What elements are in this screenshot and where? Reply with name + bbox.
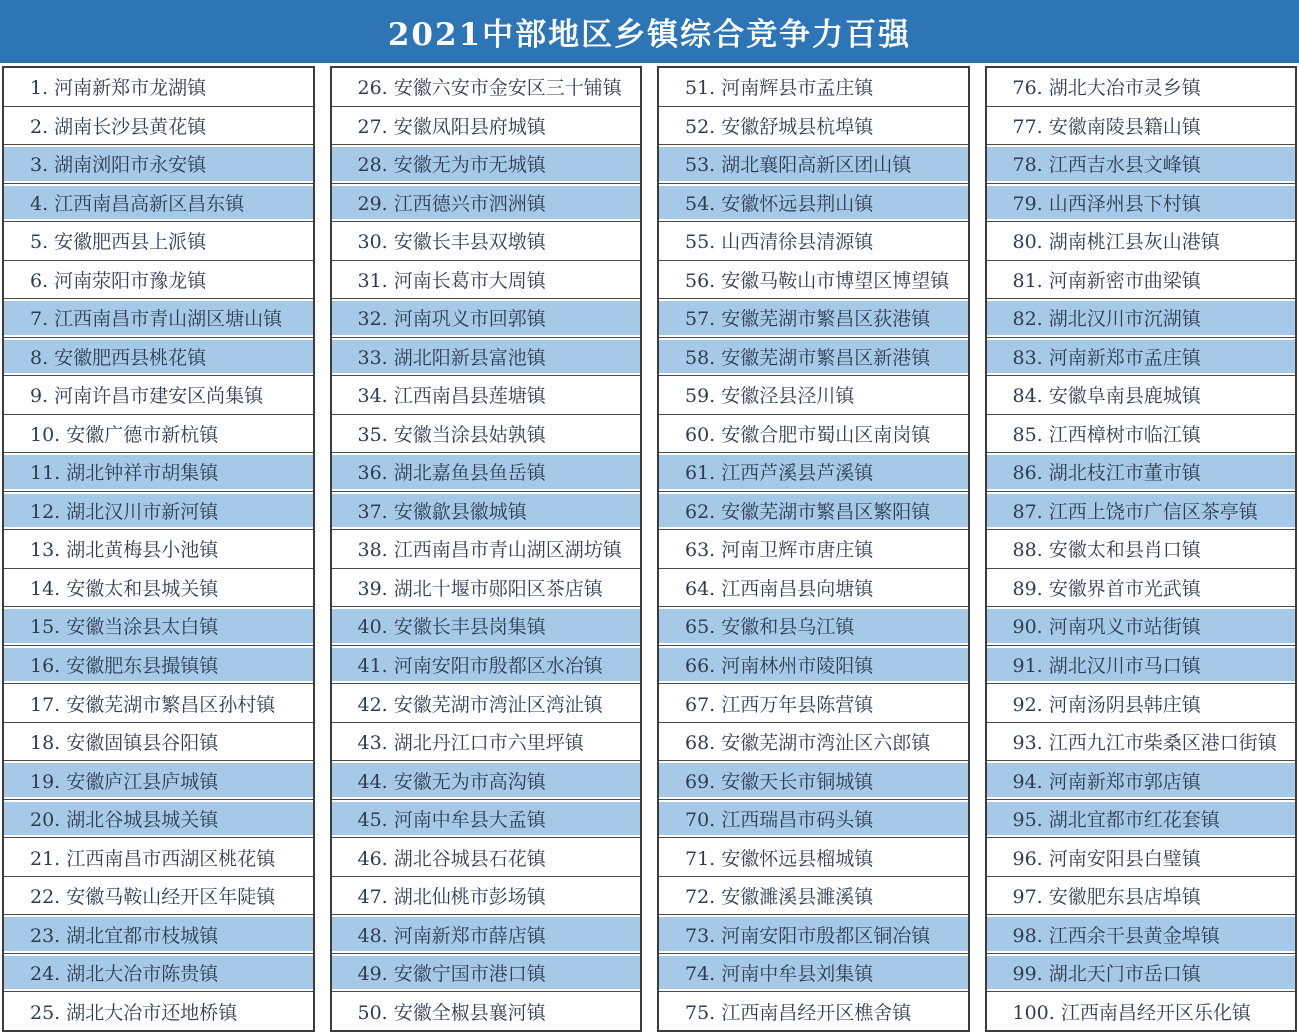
list-item: 39. 湖北十堰市郧阳区茶店镇 <box>332 569 641 608</box>
list-item: 87. 江西上饶市广信区茶亭镇 <box>987 492 1296 531</box>
list-item: 44. 安徽无为市高沟镇 <box>332 761 641 800</box>
list-item: 61. 江西芦溪县芦溪镇 <box>659 453 968 492</box>
list-item: 15. 安徽当涂县太白镇 <box>4 607 313 646</box>
list-item: 64. 江西南昌县向塘镇 <box>659 569 968 608</box>
list-item: 24. 湖北大冶市陈贵镇 <box>4 954 313 993</box>
list-item: 83. 河南新郑市孟庄镇 <box>987 338 1296 377</box>
list-item: 54. 安徽怀远县荆山镇 <box>659 184 968 223</box>
title-bar <box>0 0 1299 63</box>
list-item: 79. 山西泽州县下村镇 <box>987 184 1296 223</box>
list-item: 35. 安徽当涂县姑孰镇 <box>332 415 641 454</box>
list-item: 60. 安徽合肥市蜀山区南岗镇 <box>659 415 968 454</box>
list-item: 74. 河南中牟县刘集镇 <box>659 954 968 993</box>
list-item: 17. 安徽芜湖市繁昌区孙村镇 <box>4 684 313 723</box>
list-item: 46. 湖北谷城县石花镇 <box>332 838 641 877</box>
list-item: 19. 安徽庐江县庐城镇 <box>4 761 313 800</box>
list-item: 4. 江西南昌高新区昌东镇 <box>4 184 313 223</box>
list-item: 76. 湖北大冶市灵乡镇 <box>987 68 1296 107</box>
list-item: 92. 河南汤阴县韩庄镇 <box>987 684 1296 723</box>
list-item: 20. 湖北谷城县城关镇 <box>4 800 313 839</box>
list-item: 85. 江西樟树市临江镇 <box>987 415 1296 454</box>
list-item: 32. 河南巩义市回郭镇 <box>332 299 641 338</box>
list-item: 41. 河南安阳市殷都区水冶镇 <box>332 646 641 685</box>
page-title: 2021中部地区乡镇综合竞争力百强 <box>387 17 912 53</box>
list-item: 37. 安徽歙县徽城镇 <box>332 492 641 531</box>
list-item: 11. 湖北钟祥市胡集镇 <box>4 453 313 492</box>
list-item: 6. 河南荥阳市豫龙镇 <box>4 261 313 300</box>
list-item: 38. 江西南昌市青山湖区湖坊镇 <box>332 530 641 569</box>
list-item: 28. 安徽无为市无城镇 <box>332 145 641 184</box>
list-item: 80. 湖南桃江县灰山港镇 <box>987 222 1296 261</box>
list-item: 73. 河南安阳市殷都区铜冶镇 <box>659 915 968 954</box>
list-item: 9. 河南许昌市建安区尚集镇 <box>4 376 313 415</box>
list-item: 22. 安徽马鞍山经开区年陡镇 <box>4 877 313 916</box>
list-item: 90. 河南巩义市站街镇 <box>987 607 1296 646</box>
list-item: 7. 江西南昌市青山湖区塘山镇 <box>4 299 313 338</box>
list-item: 48. 河南新郑市薛店镇 <box>332 915 641 954</box>
list-item: 58. 安徽芜湖市繁昌区新港镇 <box>659 338 968 377</box>
list-item: 12. 湖北汉川市新河镇 <box>4 492 313 531</box>
ranking-column-3 <box>657 66 970 1032</box>
list-item: 50. 安徽全椒县襄河镇 <box>357 1001 546 1024</box>
list-item: 99. 湖北天门市岳口镇 <box>987 954 1296 993</box>
list-item: 71. 安徽怀远县榴城镇 <box>659 838 968 877</box>
list-item: 75. 江西南昌经开区樵舍镇 <box>685 1001 912 1024</box>
list-item: 5. 安徽肥西县上派镇 <box>4 222 313 261</box>
list-item: 82. 湖北汉川市沉湖镇 <box>987 299 1296 338</box>
list-item: 62. 安徽芜湖市繁昌区繁阳镇 <box>659 492 968 531</box>
list-item: 23. 湖北宜都市枝城镇 <box>4 915 313 954</box>
list-item: 65. 安徽和县乌江镇 <box>659 607 968 646</box>
list-item: 3. 湖南浏阳市永安镇 <box>4 145 313 184</box>
list-item: 77. 安徽南陵县籍山镇 <box>987 107 1296 146</box>
list-item: 88. 安徽太和县肖口镇 <box>987 530 1296 569</box>
list-item: 49. 安徽宁国市港口镇 <box>332 954 641 993</box>
list-item: 45. 河南中牟县大孟镇 <box>332 800 641 839</box>
list-item: 91. 湖北汉川市马口镇 <box>987 646 1296 685</box>
list-item: 96. 河南安阳县白璧镇 <box>987 838 1296 877</box>
list-item: 13. 湖北黄梅县小池镇 <box>4 530 313 569</box>
list-item: 81. 河南新密市曲梁镇 <box>987 261 1296 300</box>
list-item: 66. 河南林州市陵阳镇 <box>659 646 968 685</box>
list-item: 21. 江西南昌市西湖区桃花镇 <box>4 838 313 877</box>
list-item: 70. 江西瑞昌市码头镇 <box>659 800 968 839</box>
ranking-column-2 <box>330 66 643 1032</box>
list-item: 63. 河南卫辉市唐庄镇 <box>659 530 968 569</box>
ranking-columns <box>0 63 1299 1032</box>
list-item: 42. 安徽芜湖市湾沚区湾沚镇 <box>332 684 641 723</box>
list-item: 98. 江西余干县黄金埠镇 <box>987 915 1296 954</box>
list-item: 40. 安徽长丰县岗集镇 <box>332 607 641 646</box>
list-item: 69. 安徽天长市铜城镇 <box>659 761 968 800</box>
list-item: 51. 河南辉县市孟庄镇 <box>659 68 968 107</box>
list-item: 67. 江西万年县陈营镇 <box>659 684 968 723</box>
list-item: 84. 安徽阜南县鹿城镇 <box>987 376 1296 415</box>
list-item: 97. 安徽肥东县店埠镇 <box>987 877 1296 916</box>
list-item: 89. 安徽界首市光武镇 <box>987 569 1296 608</box>
list-item: 25. 湖北大冶市还地桥镇 <box>30 1001 238 1024</box>
list-item: 59. 安徽泾县泾川镇 <box>659 376 968 415</box>
list-item: 68. 安徽芜湖市湾沚区六郎镇 <box>659 723 968 762</box>
list-item: 95. 湖北宜都市红花套镇 <box>987 800 1296 839</box>
list-item: 2. 湖南长沙县黄花镇 <box>4 107 313 146</box>
list-item: 43. 湖北丹江口市六里坪镇 <box>332 723 641 762</box>
list-item: 100. 江西南昌经开区乐化镇 <box>1012 1001 1251 1024</box>
list-item: 10. 安徽广德市新杭镇 <box>4 415 313 454</box>
ranking-column-1 <box>2 66 315 1032</box>
list-item: 57. 安徽芜湖市繁昌区荻港镇 <box>659 299 968 338</box>
list-item: 27. 安徽凤阳县府城镇 <box>332 107 641 146</box>
list-item: 34. 江西南昌县莲塘镇 <box>332 376 641 415</box>
list-item: 93. 江西九江市柴桑区港口街镇 <box>987 723 1296 762</box>
list-item: 14. 安徽太和县城关镇 <box>4 569 313 608</box>
list-item: 36. 湖北嘉鱼县鱼岳镇 <box>332 453 641 492</box>
list-item: 53. 湖北襄阳高新区团山镇 <box>659 145 968 184</box>
list-item: 29. 江西德兴市泗洲镇 <box>332 184 641 223</box>
list-item: 94. 河南新郑市郭店镇 <box>987 761 1296 800</box>
list-item: 72. 安徽濉溪县濉溪镇 <box>659 877 968 916</box>
ranking-column-4 <box>985 66 1298 1032</box>
list-item: 30. 安徽长丰县双墩镇 <box>332 222 641 261</box>
list-item: 56. 安徽马鞍山市博望区博望镇 <box>659 261 968 300</box>
list-item: 86. 湖北枝江市董市镇 <box>987 453 1296 492</box>
list-item: 78. 江西吉水县文峰镇 <box>987 145 1296 184</box>
list-item: 47. 湖北仙桃市彭场镇 <box>332 877 641 916</box>
list-item: 52. 安徽舒城县杭埠镇 <box>659 107 968 146</box>
list-item: 33. 湖北阳新县富池镇 <box>332 338 641 377</box>
list-item: 8. 安徽肥西县桃花镇 <box>4 338 313 377</box>
list-item: 55. 山西清徐县清源镇 <box>659 222 968 261</box>
list-item: 16. 安徽肥东县撮镇镇 <box>4 646 313 685</box>
list-item: 1. 河南新郑市龙湖镇 <box>4 68 313 107</box>
list-item: 26. 安徽六安市金安区三十铺镇 <box>332 68 641 107</box>
list-item: 31. 河南长葛市大周镇 <box>332 261 641 300</box>
list-item: 18. 安徽固镇县谷阳镇 <box>4 723 313 762</box>
